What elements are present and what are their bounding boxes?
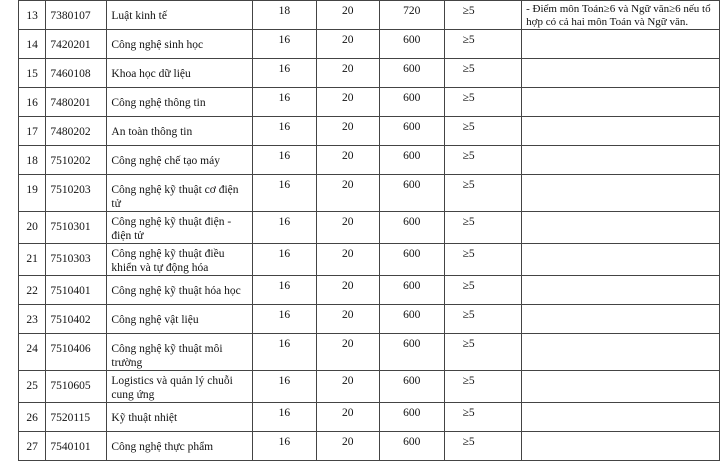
score-col-d: ≥5	[444, 432, 522, 461]
score-col-c: 600	[380, 175, 445, 212]
major-name: Công nghệ chế tạo máy	[107, 146, 253, 175]
table-row	[19, 88, 720, 117]
score-col-c: 600	[380, 59, 445, 88]
score-col-a: 16	[253, 334, 316, 371]
row-number: 23	[19, 305, 46, 334]
score-col-c: 600	[380, 88, 445, 117]
score-col-c: 600	[380, 117, 445, 146]
score-col-a: 16	[253, 88, 316, 117]
score-col-d: ≥5	[444, 371, 522, 403]
admission-table	[18, 0, 720, 461]
table-row	[19, 30, 720, 59]
note-cell-empty	[522, 305, 720, 334]
major-name: Công nghệ sinh học	[107, 30, 253, 59]
row-number: 20	[19, 212, 46, 244]
score-col-d: ≥5	[444, 146, 522, 175]
row-number: 21	[19, 244, 46, 276]
major-code: 7510406	[46, 334, 107, 371]
score-col-d: ≥5	[444, 244, 522, 276]
row-number: 17	[19, 117, 46, 146]
row-number: 13	[19, 1, 46, 30]
major-name: Công nghệ thực phẩm	[107, 432, 253, 461]
major-name: An toàn thông tin	[107, 117, 253, 146]
admission-table-wrapper	[18, 0, 720, 461]
major-code: 7460108	[46, 59, 107, 88]
row-number: 22	[19, 276, 46, 305]
table-row	[19, 371, 720, 403]
table-row	[19, 305, 720, 334]
score-col-d: ≥5	[444, 276, 522, 305]
note-cell-empty	[522, 244, 720, 276]
note-cell-empty	[522, 212, 720, 244]
note-cell-empty	[522, 146, 720, 175]
score-col-c: 600	[380, 334, 445, 371]
major-name: Luật kinh tế	[107, 1, 253, 30]
score-col-a: 18	[253, 1, 316, 30]
major-code: 7510402	[46, 305, 107, 334]
score-col-a: 16	[253, 146, 316, 175]
major-name: Công nghệ thông tin	[107, 88, 253, 117]
score-col-a: 16	[253, 403, 316, 432]
table-row	[19, 117, 720, 146]
row-number: 15	[19, 59, 46, 88]
table-row	[19, 334, 720, 371]
major-name: Công nghệ kỹ thuật hóa học	[107, 276, 253, 305]
score-col-b: 20	[316, 276, 379, 305]
score-col-a: 16	[253, 276, 316, 305]
score-col-d: ≥5	[444, 212, 522, 244]
row-number: 27	[19, 432, 46, 461]
table-row	[19, 276, 720, 305]
score-col-b: 20	[316, 117, 379, 146]
major-code: 7540101	[46, 432, 107, 461]
score-col-c: 600	[380, 305, 445, 334]
score-col-a: 16	[253, 432, 316, 461]
table-row	[19, 175, 720, 212]
score-col-b: 20	[316, 1, 379, 30]
major-code: 7510401	[46, 276, 107, 305]
major-name: Công nghệ kỹ thuật môi trường	[107, 334, 253, 371]
table-row	[19, 403, 720, 432]
score-col-c: 720	[380, 1, 445, 30]
score-col-d: ≥5	[444, 175, 522, 212]
score-col-d: ≥5	[444, 88, 522, 117]
score-col-d: ≥5	[444, 59, 522, 88]
note-cell-empty	[522, 88, 720, 117]
score-col-d: ≥5	[444, 305, 522, 334]
note-cell: - Điểm môn Toán≥6 và Ngữ văn≥6 nếu tổ hợp có cả hai môn Toán và Ngữ văn.	[522, 1, 720, 30]
score-col-b: 20	[316, 244, 379, 276]
score-col-c: 600	[380, 371, 445, 403]
note-cell-empty	[522, 30, 720, 59]
row-number: 19	[19, 175, 46, 212]
row-number: 24	[19, 334, 46, 371]
score-col-a: 16	[253, 371, 316, 403]
row-number: 25	[19, 371, 46, 403]
score-col-c: 600	[380, 146, 445, 175]
score-col-b: 20	[316, 59, 379, 88]
table-row	[19, 212, 720, 244]
score-col-d: ≥5	[444, 117, 522, 146]
major-code: 7380107	[46, 1, 107, 30]
score-col-b: 20	[316, 30, 379, 59]
major-name: Khoa học dữ liệu	[107, 59, 253, 88]
row-number: 14	[19, 30, 46, 59]
row-number: 16	[19, 88, 46, 117]
score-col-b: 20	[316, 432, 379, 461]
score-col-d: ≥5	[444, 30, 522, 59]
major-name: Logistics và quản lý chuỗi cung ứng	[107, 371, 253, 403]
score-col-a: 16	[253, 244, 316, 276]
table-row	[19, 244, 720, 276]
note-cell-empty	[522, 276, 720, 305]
score-col-c: 600	[380, 276, 445, 305]
admission-table-body	[19, 1, 720, 461]
major-name: Công nghệ vật liệu	[107, 305, 253, 334]
score-col-a: 16	[253, 305, 316, 334]
note-cell-empty	[522, 59, 720, 88]
major-code: 7520115	[46, 403, 107, 432]
score-col-c: 600	[380, 432, 445, 461]
major-name: Kỹ thuật nhiệt	[107, 403, 253, 432]
score-col-b: 20	[316, 146, 379, 175]
score-col-b: 20	[316, 371, 379, 403]
note-cell-empty	[522, 432, 720, 461]
note-cell-empty	[522, 371, 720, 403]
score-col-a: 16	[253, 117, 316, 146]
major-name: Công nghệ kỹ thuật điều khiển và tự động hóa	[107, 244, 253, 276]
score-col-b: 20	[316, 212, 379, 244]
major-name: Công nghệ kỹ thuật điện - điện tử	[107, 212, 253, 244]
score-col-b: 20	[316, 88, 379, 117]
score-col-c: 600	[380, 403, 445, 432]
table-row	[19, 432, 720, 461]
score-col-b: 20	[316, 334, 379, 371]
score-col-c: 600	[380, 212, 445, 244]
table-row	[19, 59, 720, 88]
major-code: 7480202	[46, 117, 107, 146]
table-row	[19, 146, 720, 175]
major-code: 7510202	[46, 146, 107, 175]
score-col-c: 600	[380, 30, 445, 59]
score-col-d: ≥5	[444, 334, 522, 371]
table-row	[19, 1, 720, 30]
score-col-a: 16	[253, 59, 316, 88]
score-col-d: ≥5	[444, 1, 522, 30]
major-code: 7510301	[46, 212, 107, 244]
major-code: 7510303	[46, 244, 107, 276]
score-col-a: 16	[253, 30, 316, 59]
major-code: 7510203	[46, 175, 107, 212]
score-col-b: 20	[316, 175, 379, 212]
score-col-b: 20	[316, 305, 379, 334]
note-cell-empty	[522, 403, 720, 432]
row-number: 26	[19, 403, 46, 432]
major-code: 7480201	[46, 88, 107, 117]
score-col-a: 16	[253, 175, 316, 212]
score-col-b: 20	[316, 403, 379, 432]
score-col-c: 600	[380, 244, 445, 276]
note-cell-empty	[522, 117, 720, 146]
row-number: 18	[19, 146, 46, 175]
note-cell-empty	[522, 334, 720, 371]
score-col-a: 16	[253, 212, 316, 244]
note-cell-empty	[522, 175, 720, 212]
score-col-d: ≥5	[444, 403, 522, 432]
major-code: 7420201	[46, 30, 107, 59]
major-name: Công nghệ kỹ thuật cơ điện tử	[107, 175, 253, 212]
major-code: 7510605	[46, 371, 107, 403]
